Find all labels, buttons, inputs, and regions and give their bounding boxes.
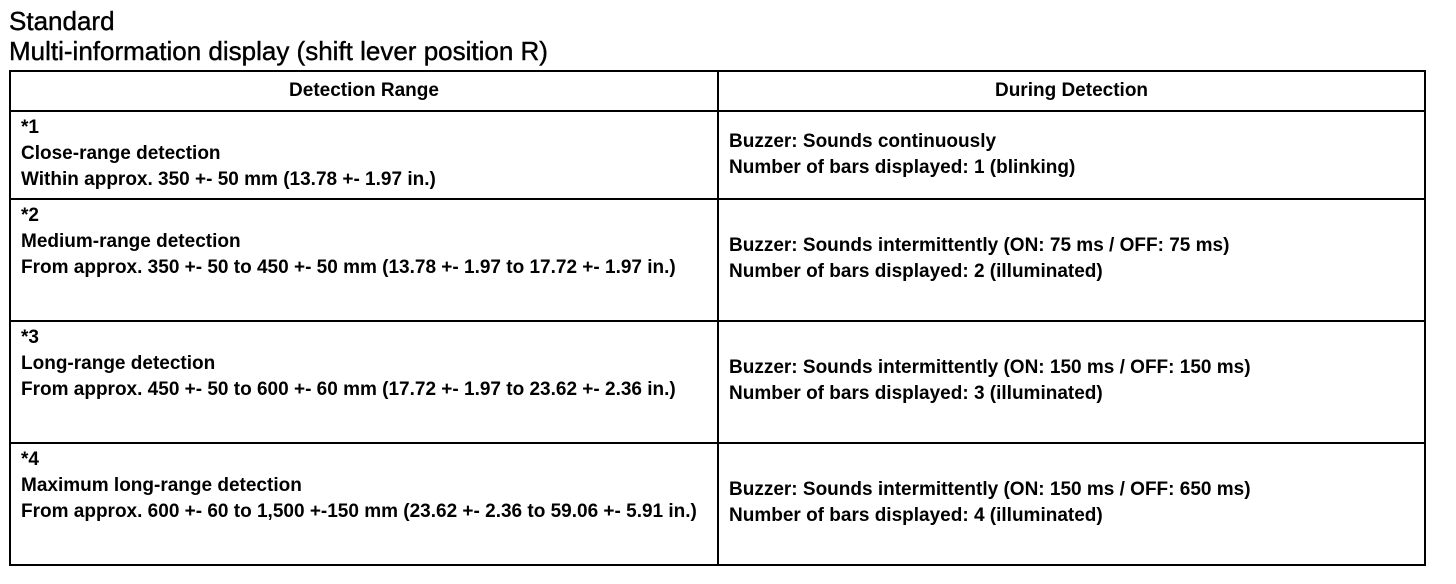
table-row [10,321,1425,443]
header-detection-range: Detection Range [10,71,718,111]
range-name: Maximum long-range detection [21,475,302,496]
buzzer-text: Buzzer: Sounds intermittently (ON: 75 ms / OFF: 75 ms) [729,235,1230,256]
detection-cell [718,199,1425,321]
range-cell [10,443,718,565]
range-value: From approx. 350 +- 50 to 450 +- 50 mm (13.78 +- 1.97 to 17.72 +- 1.97 in.) [21,257,676,278]
range-cell [10,199,718,321]
bars-text: Number of bars displayed: 4 (illuminated) [729,505,1103,526]
range-name: Close-range detection [21,143,221,164]
table-row [10,199,1425,321]
detection-cell [718,443,1425,565]
range-name: Long-range detection [21,353,216,374]
bars-text: Number of bars displayed: 3 (illuminated) [729,383,1103,404]
buzzer-text: Buzzer: Sounds intermittently (ON: 150 ms / OFF: 150 ms) [729,357,1251,378]
detection-cell [718,111,1425,199]
table-row [10,443,1425,565]
range-value: From approx. 450 +- 50 to 600 +- 60 mm (17.72 +- 1.97 to 23.62 +- 2.36 in.) [21,379,676,400]
buzzer-text: Buzzer: Sounds continuously [729,130,997,152]
page-title: Standard [9,6,115,36]
buzzer-text: Buzzer: Sounds intermittently (ON: 150 ms / OFF: 650 ms) [729,479,1251,500]
range-name: Medium-range detection [21,231,241,252]
page-subtitle: Multi-information display (shift lever position R) [9,36,548,66]
range-cell [10,111,718,199]
row-marker: *4 [21,449,39,470]
detection-table [9,70,1426,566]
range-value: From approx. 600 +- 60 to 1,500 +-150 mm (23.62 +- 2.36 to 59.06 +- 5.91 in.) [21,501,697,522]
table-row [10,111,1425,199]
range-value: Within approx. 350 +- 50 mm (13.78 +- 1.97 in.) [21,169,436,190]
header-during-detection: During Detection [718,71,1425,111]
table-header-row [10,71,1425,111]
bars-text: Number of bars displayed: 1 (blinking) [729,156,1076,178]
row-marker: *3 [21,327,39,348]
row-marker: *2 [21,205,39,226]
range-cell [10,321,718,443]
detection-cell [718,321,1425,443]
bars-text: Number of bars displayed: 2 (illuminated) [729,261,1103,282]
row-marker: *1 [21,117,39,138]
